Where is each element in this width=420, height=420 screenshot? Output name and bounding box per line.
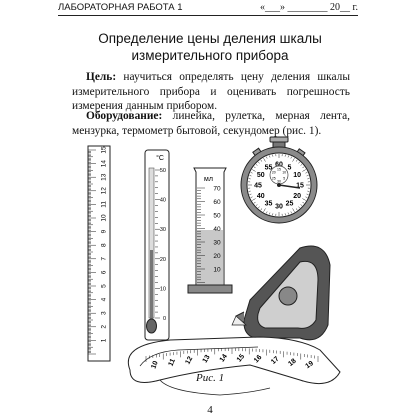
stopwatch-inner-label: 30 [277, 179, 281, 184]
tape-label: 18 [287, 357, 298, 368]
thermometer-label: 20 [159, 256, 166, 263]
cylinder-label: 70 [213, 185, 221, 193]
stopwatch-illustration [241, 137, 317, 223]
ruler-label: 1 [100, 338, 108, 343]
page-number: 4 [207, 404, 213, 416]
equipment-text: линейка, рулетка, мерная лента, мензурка, термометр бытовой, секундомер (рис. 1). [72, 110, 350, 137]
title-line-1: Определение цены деления шкалы [98, 31, 322, 46]
stopwatch-label: 50 [256, 172, 265, 179]
stopwatch-label: 15 [296, 182, 304, 190]
ruler-label: 7 [100, 256, 108, 261]
ruler-label: 11 [100, 201, 108, 208]
stopwatch-label: 30 [275, 203, 283, 211]
ruler-illustration [88, 146, 110, 361]
thermometer-label: 0 [162, 316, 166, 322]
cylinder-label: 20 [213, 253, 221, 260]
goal-text: научиться определять цену деления шкалы измерительного прибора и оценивать погрешность измерения данным прибором. [72, 71, 350, 112]
stopwatch-inner-label: 10 [282, 170, 287, 175]
thermometer-label: 40 [159, 197, 166, 204]
measuring-tape-illustration [128, 337, 340, 395]
stopwatch-label: 20 [293, 193, 302, 200]
cylinder-label: 60 [213, 199, 221, 206]
ruler-label: 12 [100, 187, 108, 195]
stopwatch-label: 10 [293, 172, 302, 179]
ruler-label: 3 [100, 311, 108, 316]
cylinder-unit: мл [204, 176, 213, 183]
tape-label: 12 [184, 355, 195, 366]
ruler-label: 13 [100, 173, 108, 181]
stopwatch-label: 45 [254, 182, 262, 190]
ruler-label: 10 [100, 214, 108, 222]
ruler-label: 6 [100, 270, 108, 275]
ruler-label: 9 [100, 229, 108, 234]
cylinder-label: 50 [213, 212, 221, 220]
tape-label: 19 [304, 360, 315, 371]
cylinder-label: 30 [213, 239, 221, 247]
tape-label: 10 [150, 360, 160, 370]
equipment-label: Оборудование: [86, 110, 163, 122]
ruler-label: 14 [100, 159, 108, 168]
stopwatch-inner-label: 5 [283, 176, 286, 181]
tape-label: 14 [218, 353, 229, 364]
thermometer-label: 30 [159, 227, 166, 234]
tape-measure-illustration [232, 246, 330, 340]
ruler-label: 15 [100, 146, 108, 154]
ruler-label: 8 [100, 243, 108, 248]
thermometer-label: 10 [159, 286, 166, 293]
header-title: ЛАБОРАТОРНАЯ РАБОТА 1 [58, 2, 183, 13]
ruler-label: 5 [100, 284, 108, 288]
stopwatch-label: 60 [275, 161, 283, 169]
stopwatch-inner-label: 15 [277, 167, 281, 172]
cylinder-label: 40 [213, 226, 221, 233]
ruler-labels [101, 146, 108, 342]
stopwatch-inner-label: 20 [271, 170, 276, 175]
stopwatch-label: 5 [287, 164, 292, 172]
stopwatch-label: 25 [285, 200, 294, 208]
stopwatch-inner-label: 25 [271, 176, 276, 181]
cylinder-label: 10 [213, 266, 221, 274]
stopwatch-label: 35 [264, 200, 273, 208]
ruler-label: 2 [100, 324, 108, 329]
title-line-2: измерительного прибора [131, 48, 289, 63]
tape-label: 13 [201, 353, 212, 365]
tape-label: 17 [270, 355, 281, 366]
thermometer-illustration [145, 150, 169, 340]
header-date: «___» ________ 20__ г. [260, 2, 358, 13]
thermometer-unit: °C [156, 155, 164, 162]
cylinder-illustration [188, 168, 232, 293]
stopwatch-label: 55 [264, 164, 273, 172]
figure-caption: Рис. 1 [196, 372, 225, 384]
stopwatch-label: 40 [256, 193, 265, 200]
tape-label: 15 [235, 353, 247, 364]
thermometer-label: 50 [159, 168, 166, 174]
tape-label: 11 [167, 357, 177, 368]
ruler-label: 4 [100, 297, 108, 302]
tape-label: 16 [252, 353, 264, 365]
goal-label: Цель: [86, 71, 117, 83]
